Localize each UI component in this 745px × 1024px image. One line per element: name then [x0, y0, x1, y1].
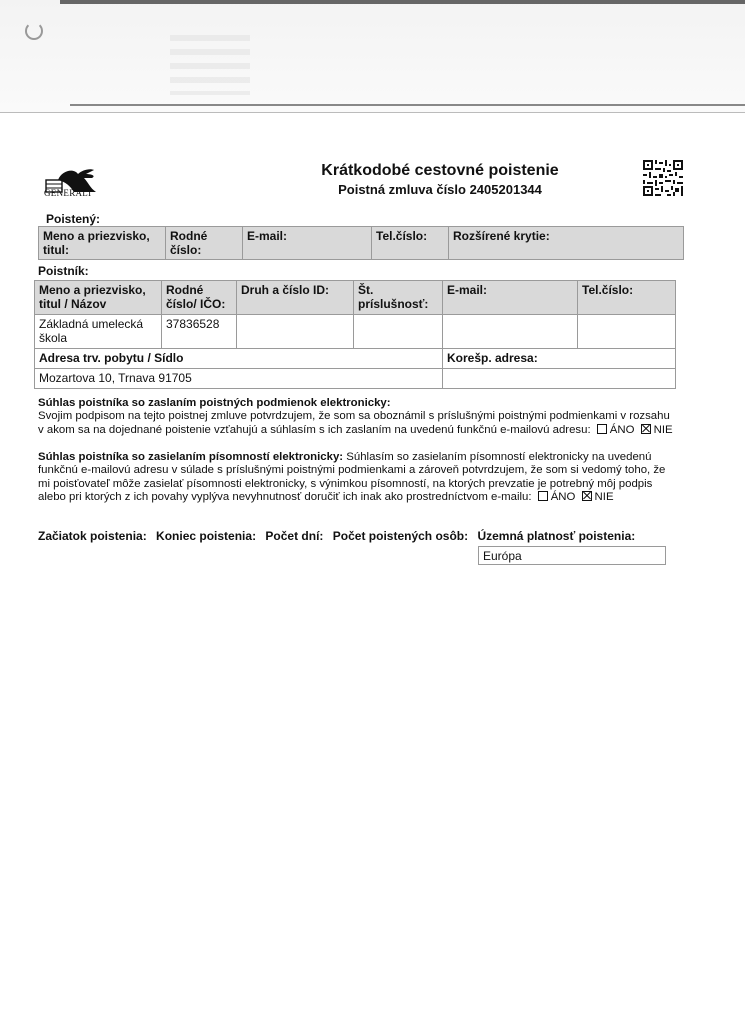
- consent-documents-text: Svojim podpisom na tejto poistnej zmluve potvrdzujem, že som sa oboznámil s príslušnými poistnými podmienkami v rozsahu v akom sa na dojednané poistenie vzťahujú a súhlasím s ich zaslaním na uvedenú funkčnú e-mailovú adresu:: [38, 410, 670, 436]
- end-label: Koniec poistenia:: [156, 529, 257, 543]
- ph-birth-number-value: 37836528: [162, 315, 237, 349]
- ph-address-value: Mozartova 10, Trnava 91705: [35, 369, 443, 389]
- ph-phone-value: [578, 315, 676, 349]
- consent-documents-yes-checkbox[interactable]: [597, 424, 607, 434]
- ph-col-id: Druh a číslo ID:: [237, 281, 354, 315]
- ph-col-email: E-mail:: [443, 281, 578, 315]
- start-label: Začiatok poistenia:: [38, 529, 147, 543]
- days-label: Počet dní:: [265, 529, 324, 543]
- ph-address-label: Adresa trv. pobytu / Sídlo: [35, 349, 443, 369]
- insured-col-email: E-mail:: [243, 227, 372, 260]
- insured-col-extended-cover: Rozšírené krytie:: [449, 227, 684, 260]
- consent-correspondence-no-label: NIE: [594, 491, 614, 504]
- ph-col-nationality: Št. príslušnosť:: [354, 281, 443, 315]
- ph-email-value: [443, 315, 578, 349]
- insured-col-birth-number: Rodné číslo:: [166, 227, 243, 260]
- consent-correspondence-yes-label: ÁNO: [550, 491, 576, 504]
- consent-correspondence: [38, 451, 678, 505]
- policyholder-section-label: Poistník:: [38, 264, 89, 278]
- scan-top-edge: [0, 0, 745, 113]
- document-title: Krátkodobé cestovné poistenie: [321, 162, 559, 179]
- insured-section-label: Poistený:: [46, 212, 101, 226]
- consent-documents: [38, 397, 678, 437]
- consent-correspondence-text: Súhlasím so zasielaním písomností elektronicky na uvedenú funkčnú e-mailovú adresu v súlade s príslušnými poistnými podmienkami a zároveň potvrdzujem, že som si vedomý toho, že mi poisťovateľ môže zasielať písomnosti elektronicky, s výnimkou písomností, na ktorých prevzatie je potrebný môj podpis alebo pri ktorých z ich povahy vyplýva nevyhnutnosť doručiť ich inak ako prostredníctvom e-mailu:: [38, 451, 666, 504]
- page-overlap-line: [70, 104, 745, 106]
- ph-name-value: Základná umelecká škola: [35, 315, 162, 349]
- consent-documents-yes-label: ÁNO: [609, 423, 635, 436]
- qr-code-icon: [643, 160, 683, 196]
- ph-id-value: [237, 315, 354, 349]
- ph-corr-address-label: Korešp. adresa:: [443, 349, 676, 369]
- bleed-through-text: [170, 35, 250, 95]
- territory-label: Územná platnosť poistenia:: [477, 529, 636, 543]
- punch-hole-icon: [25, 22, 43, 40]
- logo-text: GENERALI: [44, 188, 92, 198]
- consent-documents-no-checkbox[interactable]: [641, 424, 651, 434]
- insured-table: [38, 226, 684, 260]
- ph-col-birth-number: Rodné číslo/ IČO:: [162, 281, 237, 315]
- territory-value: Európa: [478, 546, 666, 565]
- insured-col-name: Meno a priezvisko, titul:: [39, 227, 166, 260]
- persons-label: Počet poistených osôb:: [332, 529, 469, 543]
- consent-documents-heading: Súhlas poistníka so zaslaním poistných podmienok elektronicky:: [38, 397, 391, 409]
- ph-col-name: Meno a priezvisko, titul / Názov: [35, 281, 162, 315]
- ph-nationality-value: [354, 315, 443, 349]
- consent-correspondence-heading: Súhlas poistníka so zasielaním písomností elektronicky:: [38, 451, 344, 463]
- insured-col-phone: Tel.číslo:: [372, 227, 449, 260]
- ph-col-phone: Tel.číslo:: [578, 281, 676, 315]
- consent-correspondence-yes-checkbox[interactable]: [538, 491, 548, 501]
- policy-number: Poistná zmluva číslo 2405201344: [338, 182, 542, 197]
- policyholder-table: [34, 280, 676, 389]
- ph-corr-address-value: [443, 369, 676, 389]
- consent-correspondence-no-checkbox[interactable]: [582, 491, 592, 501]
- insurance-period-labels: [38, 529, 641, 543]
- page-edge: [60, 0, 745, 4]
- consent-documents-no-label: NIE: [653, 423, 673, 436]
